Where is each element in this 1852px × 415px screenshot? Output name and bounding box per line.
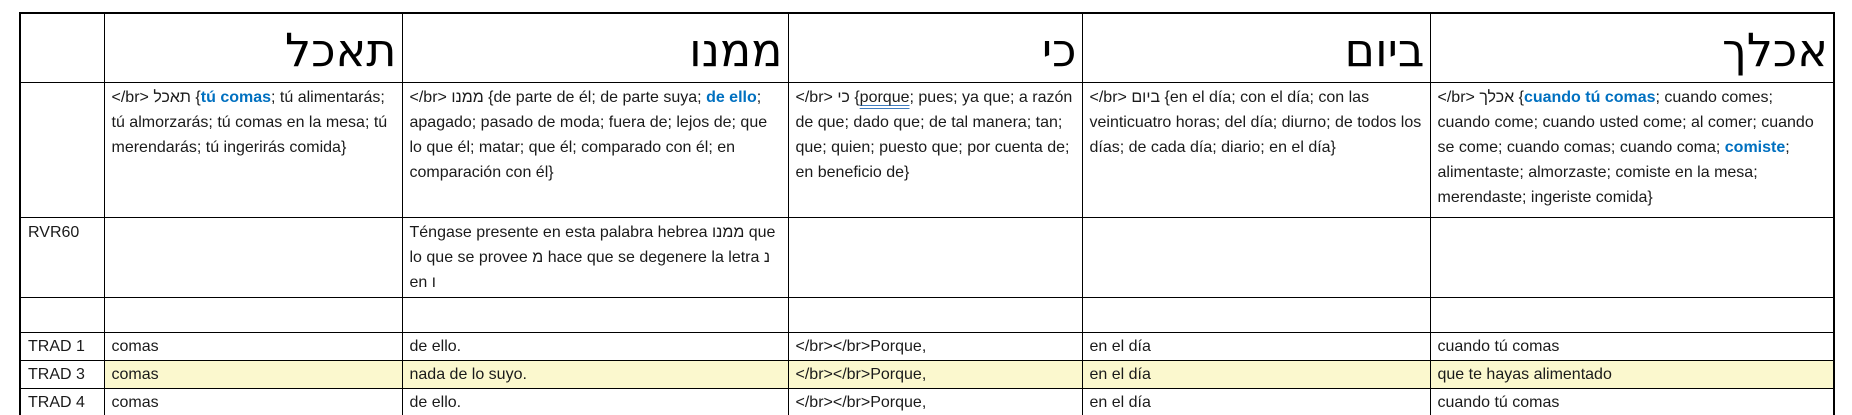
gloss-text: </br> ביום {en el día; con el día; con las veinticuatro horas; del día; diurno; de todos los días; de cada día; diario; en el día} [1089, 89, 1422, 156]
rvr60-cell-bayom [1082, 218, 1430, 298]
trad-row-3-label: TRAD 3 [20, 361, 104, 389]
emphasized-gloss-text: tú comas [200, 89, 272, 106]
definitions-row [20, 83, 1834, 218]
definition-cell-okhlekha [1430, 83, 1834, 218]
trad4-cell-taakhal: comas [104, 389, 402, 415]
trad4-cell-ki: </br></br>Porque, [788, 389, 1082, 415]
hebrew-header-ki: כי [788, 13, 1082, 83]
trad1-cell-bayom: en el día [1082, 333, 1430, 361]
trad1-cell-mimennu: de ello. [402, 333, 788, 361]
spacer-cell [402, 298, 788, 333]
trad4-cell-mimennu: de ello. [402, 389, 788, 415]
rvr60-cell-okhlekha [1430, 218, 1834, 298]
trad-row-1 [20, 333, 1834, 361]
trad-row-1-label: TRAD 1 [20, 333, 104, 361]
trad3-cell-bayom: en el día [1082, 361, 1430, 389]
rvr60-note-cell: Téngase presente en esta palabra hebrea ממנו que lo que se provee מ hace que se degenere la letra נ en ו [402, 218, 788, 298]
rvr60-cell-taakhal [104, 218, 402, 298]
hebrew-header-bayom: ביום [1082, 13, 1430, 83]
rvr60-row-label: RVR60 [20, 218, 104, 298]
trad1-cell-ki: </br></br>Porque, [788, 333, 1082, 361]
rvr60-row [20, 218, 1834, 298]
gloss-text: ; cuando comes; cuando come; cuando usted come; al comer; cuando se come; cuando comas; cuando coma; [1437, 89, 1814, 156]
header-row [20, 13, 1834, 83]
emphasized-gloss-text: porque [859, 89, 910, 106]
gloss-text: </br> תאכל { [111, 89, 201, 106]
translation-table [19, 12, 1835, 415]
gloss-text: ; pues; ya que; a razón de que; dado que; de tal manera; tan; que; quien; puesto que; por cuenta de; en beneficio de} [795, 89, 1073, 181]
trad3-cell-mimennu: nada de lo suyo. [402, 361, 788, 389]
gloss-text: </br> ממנו {de parte de él; de parte suya; [409, 89, 707, 106]
spacer-label-cell [20, 298, 104, 333]
definition-cell-taakhal [104, 83, 402, 218]
spacer-cell [1082, 298, 1430, 333]
hebrew-header-mimennu: ממנו [402, 13, 788, 83]
definitions-label-cell [20, 83, 104, 218]
gloss-text: ; tú alimentarás; tú almorzarás; tú comas en la mesa; tú merendarás; tú ingerirás comida} [111, 89, 388, 156]
header-label-cell [20, 13, 104, 83]
hebrew-header-taakhal: תאכל [104, 13, 402, 83]
spacer-cell [788, 298, 1082, 333]
trad1-cell-okhlekha: cuando tú comas [1430, 333, 1834, 361]
trad3-cell-okhlekha: que te hayas alimentado [1430, 361, 1834, 389]
gloss-text: ; apagado; pasado de moda; fuera de; lejos de; que lo que él; matar; que él; comparado con él; en comparación con él} [409, 89, 768, 181]
trad4-cell-okhlekha: cuando tú comas [1430, 389, 1834, 415]
definition-cell-mimennu [402, 83, 788, 218]
emphasized-gloss-text: cuando tú comas [1523, 89, 1656, 106]
trad3-cell-ki: </br></br>Porque, [788, 361, 1082, 389]
emphasized-gloss-text: comiste [1724, 139, 1786, 156]
definition-cell-ki [788, 83, 1082, 218]
rvr60-cell-ki [788, 218, 1082, 298]
gloss-text: ; alimentaste; almorzaste; comiste en la mesa; merendaste; ingeriste comida} [1437, 139, 1790, 206]
trad4-cell-bayom: en el día [1082, 389, 1430, 415]
spacer-cell [104, 298, 402, 333]
definition-cell-bayom [1082, 83, 1430, 218]
trad1-cell-taakhal: comas [104, 333, 402, 361]
trad-row-4 [20, 389, 1834, 415]
trad3-cell-taakhal: comas [104, 361, 402, 389]
gloss-text: </br> כי { [795, 89, 860, 106]
gloss-text: </br> אכלך { [1437, 89, 1524, 106]
trad-row-3 [20, 361, 1834, 389]
hebrew-header-okhlekha: אכלך [1430, 13, 1834, 83]
emphasized-gloss-text: de ello [706, 89, 757, 106]
spacer-cell [1430, 298, 1834, 333]
trad-row-4-label: TRAD 4 [20, 389, 104, 415]
spacer-row [20, 298, 1834, 333]
